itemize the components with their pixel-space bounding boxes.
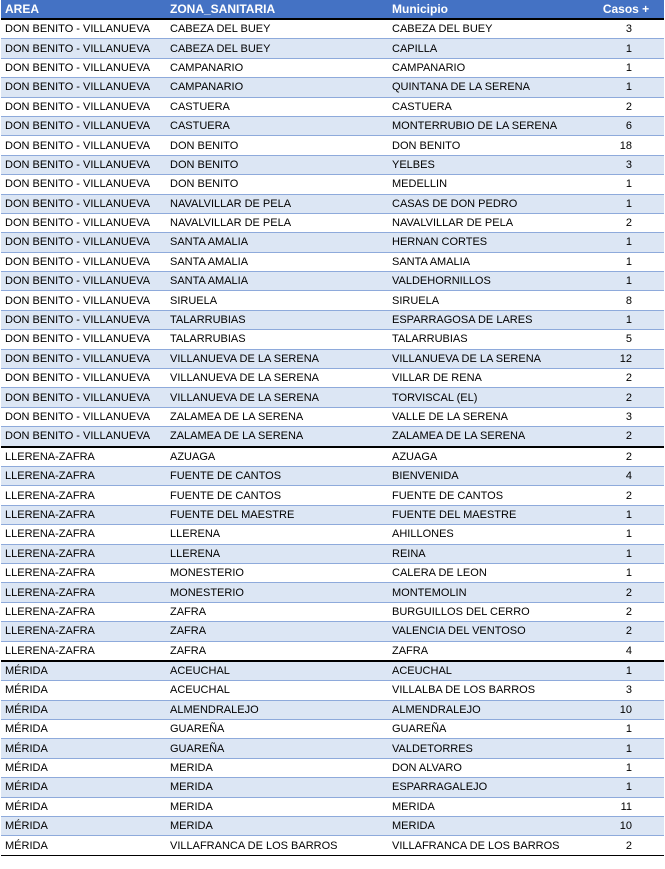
cell-zona-sanitaria: LLERENA xyxy=(166,544,388,563)
cell-casos: 1 xyxy=(588,563,664,582)
cell-municipio: CABEZA DEL BUEY xyxy=(388,19,588,39)
cell-casos: 3 xyxy=(588,19,664,39)
cell-zona-sanitaria: VILLANUEVA DE LA SERENA xyxy=(166,349,388,368)
cell-casos: 2 xyxy=(588,486,664,505)
cell-area: DON BENITO - VILLANUEVA xyxy=(1,310,166,329)
cell-area: MÉRIDA xyxy=(1,681,166,700)
cell-zona-sanitaria: CAMPANARIO xyxy=(166,78,388,97)
cell-area: DON BENITO - VILLANUEVA xyxy=(1,155,166,174)
table-row xyxy=(1,194,664,213)
cell-area: DON BENITO - VILLANUEVA xyxy=(1,175,166,194)
table-row xyxy=(1,330,664,349)
cell-casos: 2 xyxy=(588,447,664,467)
table-row xyxy=(1,583,664,602)
cell-casos: 2 xyxy=(588,369,664,388)
cell-zona-sanitaria: MERIDA xyxy=(166,778,388,797)
cell-zona-sanitaria: DON BENITO xyxy=(166,136,388,155)
table-row xyxy=(1,681,664,700)
table-row xyxy=(1,720,664,739)
cell-municipio: ALMENDRALEJO xyxy=(388,700,588,719)
cell-casos: 10 xyxy=(588,700,664,719)
table-row xyxy=(1,252,664,271)
cell-area: DON BENITO - VILLANUEVA xyxy=(1,78,166,97)
table-row xyxy=(1,797,664,816)
cell-casos: 2 xyxy=(588,583,664,602)
cell-zona-sanitaria: MONESTERIO xyxy=(166,563,388,582)
cell-area: LLERENA-ZAFRA xyxy=(1,486,166,505)
cell-area: DON BENITO - VILLANUEVA xyxy=(1,136,166,155)
cell-zona-sanitaria: FUENTE DE CANTOS xyxy=(166,486,388,505)
cell-casos: 18 xyxy=(588,136,664,155)
cell-area: DON BENITO - VILLANUEVA xyxy=(1,407,166,426)
cell-casos: 1 xyxy=(588,194,664,213)
table-row xyxy=(1,563,664,582)
cell-casos: 1 xyxy=(588,758,664,777)
cell-municipio: VALENCIA DEL VENTOSO xyxy=(388,622,588,641)
table-row xyxy=(1,39,664,58)
cell-casos: 3 xyxy=(588,155,664,174)
table-row xyxy=(1,116,664,135)
cell-zona-sanitaria: CABEZA DEL BUEY xyxy=(166,39,388,58)
cell-casos: 2 xyxy=(588,388,664,407)
cell-area: DON BENITO - VILLANUEVA xyxy=(1,233,166,252)
table-row xyxy=(1,310,664,329)
table-row xyxy=(1,272,664,291)
cell-municipio: ACEUCHAL xyxy=(388,661,588,681)
cell-casos: 8 xyxy=(588,291,664,310)
cell-area: DON BENITO - VILLANUEVA xyxy=(1,97,166,116)
cell-zona-sanitaria: AZUAGA xyxy=(166,447,388,467)
cell-area: DON BENITO - VILLANUEVA xyxy=(1,252,166,271)
cell-casos: 12 xyxy=(588,349,664,368)
table-row xyxy=(1,778,664,797)
cell-casos: 11 xyxy=(588,797,664,816)
cell-zona-sanitaria: TALARRUBIAS xyxy=(166,310,388,329)
cell-municipio: CALERA DE LEON xyxy=(388,563,588,582)
cell-municipio: YELBES xyxy=(388,155,588,174)
header-municipio[interactable]: Municipio xyxy=(388,0,588,19)
cell-zona-sanitaria: MONESTERIO xyxy=(166,583,388,602)
table-row xyxy=(1,700,664,719)
cell-municipio: CASTUERA xyxy=(388,97,588,116)
table-row xyxy=(1,213,664,232)
cell-area: LLERENA-ZAFRA xyxy=(1,583,166,602)
cell-municipio: ZALAMEA DE LA SERENA xyxy=(388,427,588,447)
cell-municipio: MEDELLIN xyxy=(388,175,588,194)
table-row xyxy=(1,525,664,544)
cell-casos: 1 xyxy=(588,720,664,739)
cell-municipio: DON ALVARO xyxy=(388,758,588,777)
cell-municipio: TALARRUBIAS xyxy=(388,330,588,349)
cell-area: LLERENA-ZAFRA xyxy=(1,505,166,524)
cell-casos: 6 xyxy=(588,116,664,135)
cell-municipio: TORVISCAL (EL) xyxy=(388,388,588,407)
cell-municipio: MONTEMOLIN xyxy=(388,583,588,602)
cell-municipio: NAVALVILLAR DE PELA xyxy=(388,213,588,232)
cell-zona-sanitaria: ZAFRA xyxy=(166,622,388,641)
cell-zona-sanitaria: CASTUERA xyxy=(166,116,388,135)
cell-municipio: REINA xyxy=(388,544,588,563)
cell-municipio: VILLANUEVA DE LA SERENA xyxy=(388,349,588,368)
cell-area: MÉRIDA xyxy=(1,739,166,758)
header-casos[interactable]: Casos + xyxy=(588,0,664,19)
cell-municipio: SANTA AMALIA xyxy=(388,252,588,271)
table-row xyxy=(1,155,664,174)
cell-area: MÉRIDA xyxy=(1,700,166,719)
cell-municipio: CAMPANARIO xyxy=(388,58,588,77)
cell-municipio: DON BENITO xyxy=(388,136,588,155)
cell-area: MÉRIDA xyxy=(1,836,166,855)
cell-municipio: AHILLONES xyxy=(388,525,588,544)
cell-zona-sanitaria: ACEUCHAL xyxy=(166,661,388,681)
cell-zona-sanitaria: TALARRUBIAS xyxy=(166,330,388,349)
table-row xyxy=(1,369,664,388)
cell-zona-sanitaria: ZAFRA xyxy=(166,602,388,621)
cell-zona-sanitaria: VILLAFRANCA DE LOS BARROS xyxy=(166,836,388,855)
cell-area: DON BENITO - VILLANUEVA xyxy=(1,291,166,310)
cell-area: DON BENITO - VILLANUEVA xyxy=(1,388,166,407)
cell-casos: 2 xyxy=(588,427,664,447)
cell-municipio: AZUAGA xyxy=(388,447,588,467)
cell-municipio: VALDETORRES xyxy=(388,739,588,758)
cell-zona-sanitaria: GUAREÑA xyxy=(166,739,388,758)
cell-casos: 3 xyxy=(588,681,664,700)
cell-zona-sanitaria: FUENTE DE CANTOS xyxy=(166,466,388,485)
cell-zona-sanitaria: SANTA AMALIA xyxy=(166,272,388,291)
cell-area: LLERENA-ZAFRA xyxy=(1,544,166,563)
cell-area: MÉRIDA xyxy=(1,758,166,777)
cell-area: DON BENITO - VILLANUEVA xyxy=(1,272,166,291)
cell-municipio: ZAFRA xyxy=(388,641,588,661)
table-row xyxy=(1,407,664,426)
cell-zona-sanitaria: SANTA AMALIA xyxy=(166,252,388,271)
table-row xyxy=(1,758,664,777)
cell-zona-sanitaria: MERIDA xyxy=(166,758,388,777)
table-row xyxy=(1,427,664,447)
cases-table xyxy=(1,0,664,856)
cell-area: DON BENITO - VILLANUEVA xyxy=(1,116,166,135)
cell-zona-sanitaria: MERIDA xyxy=(166,817,388,836)
cell-zona-sanitaria: ZALAMEA DE LA SERENA xyxy=(166,427,388,447)
cell-casos: 1 xyxy=(588,58,664,77)
table-row xyxy=(1,739,664,758)
cell-area: LLERENA-ZAFRA xyxy=(1,525,166,544)
cell-area: MÉRIDA xyxy=(1,817,166,836)
cell-municipio: HERNAN CORTES xyxy=(388,233,588,252)
cell-municipio: VILLAFRANCA DE LOS BARROS xyxy=(388,836,588,855)
cell-zona-sanitaria: SANTA AMALIA xyxy=(166,233,388,252)
table-row xyxy=(1,661,664,681)
cell-area: DON BENITO - VILLANUEVA xyxy=(1,330,166,349)
cell-casos: 4 xyxy=(588,466,664,485)
cell-area: LLERENA-ZAFRA xyxy=(1,447,166,467)
cell-area: LLERENA-ZAFRA xyxy=(1,641,166,661)
cell-casos: 2 xyxy=(588,213,664,232)
cell-municipio: BURGUILLOS DEL CERRO xyxy=(388,602,588,621)
cell-area: DON BENITO - VILLANUEVA xyxy=(1,194,166,213)
cell-municipio: VALDEHORNILLOS xyxy=(388,272,588,291)
table-row xyxy=(1,836,664,855)
cell-municipio: FUENTE DE CANTOS xyxy=(388,486,588,505)
cell-casos: 4 xyxy=(588,641,664,661)
cell-zona-sanitaria: NAVALVILLAR DE PELA xyxy=(166,194,388,213)
table-row xyxy=(1,349,664,368)
cell-casos: 1 xyxy=(588,661,664,681)
table-row xyxy=(1,447,664,467)
cell-area: DON BENITO - VILLANUEVA xyxy=(1,58,166,77)
cell-zona-sanitaria: SIRUELA xyxy=(166,291,388,310)
table-row xyxy=(1,58,664,77)
cell-municipio: VILLAR DE RENA xyxy=(388,369,588,388)
cell-casos: 1 xyxy=(588,505,664,524)
cell-zona-sanitaria: GUAREÑA xyxy=(166,720,388,739)
cell-casos: 2 xyxy=(588,97,664,116)
cell-municipio: GUAREÑA xyxy=(388,720,588,739)
table-row xyxy=(1,486,664,505)
header-row xyxy=(1,0,664,19)
cell-zona-sanitaria: FUENTE DEL MAESTRE xyxy=(166,505,388,524)
cell-zona-sanitaria: DON BENITO xyxy=(166,155,388,174)
cell-casos: 1 xyxy=(588,272,664,291)
cell-municipio: VALLE DE LA SERENA xyxy=(388,407,588,426)
cell-zona-sanitaria: VILLANUEVA DE LA SERENA xyxy=(166,369,388,388)
cell-municipio: MERIDA xyxy=(388,817,588,836)
cell-zona-sanitaria: ACEUCHAL xyxy=(166,681,388,700)
cell-zona-sanitaria: CAMPANARIO xyxy=(166,58,388,77)
cell-municipio: SIRUELA xyxy=(388,291,588,310)
cell-area: MÉRIDA xyxy=(1,778,166,797)
cell-municipio: QUINTANA DE LA SERENA xyxy=(388,78,588,97)
cell-area: MÉRIDA xyxy=(1,797,166,816)
table-row xyxy=(1,622,664,641)
cell-zona-sanitaria: ZAFRA xyxy=(166,641,388,661)
cell-area: LLERENA-ZAFRA xyxy=(1,466,166,485)
cell-zona-sanitaria: ALMENDRALEJO xyxy=(166,700,388,719)
cell-casos: 2 xyxy=(588,622,664,641)
table-row xyxy=(1,505,664,524)
cell-casos: 1 xyxy=(588,78,664,97)
cell-casos: 1 xyxy=(588,175,664,194)
cell-casos: 1 xyxy=(588,525,664,544)
table-row xyxy=(1,817,664,836)
cell-area: DON BENITO - VILLANUEVA xyxy=(1,349,166,368)
cell-area: LLERENA-ZAFRA xyxy=(1,563,166,582)
header-zona-sanitaria[interactable]: ZONA_SANITARIA xyxy=(166,0,388,19)
cell-area: MÉRIDA xyxy=(1,720,166,739)
cell-casos: 1 xyxy=(588,310,664,329)
cell-area: DON BENITO - VILLANUEVA xyxy=(1,427,166,447)
cell-zona-sanitaria: MERIDA xyxy=(166,797,388,816)
cell-municipio: BIENVENIDA xyxy=(388,466,588,485)
cell-casos: 2 xyxy=(588,836,664,855)
table-row xyxy=(1,641,664,661)
table-row xyxy=(1,97,664,116)
table-row xyxy=(1,19,664,39)
cell-zona-sanitaria: ZALAMEA DE LA SERENA xyxy=(166,407,388,426)
cell-municipio: CAPILLA xyxy=(388,39,588,58)
cell-casos: 1 xyxy=(588,252,664,271)
cell-municipio: CASAS DE DON PEDRO xyxy=(388,194,588,213)
table-row xyxy=(1,388,664,407)
cell-casos: 5 xyxy=(588,330,664,349)
cell-municipio: ESPARRAGALEJO xyxy=(388,778,588,797)
table-row xyxy=(1,136,664,155)
cell-municipio: FUENTE DEL MAESTRE xyxy=(388,505,588,524)
cell-area: LLERENA-ZAFRA xyxy=(1,602,166,621)
table-row xyxy=(1,602,664,621)
table-row xyxy=(1,78,664,97)
cell-municipio: ESPARRAGOSA DE LARES xyxy=(388,310,588,329)
cell-area: MÉRIDA xyxy=(1,661,166,681)
cell-municipio: VILLALBA DE LOS BARROS xyxy=(388,681,588,700)
cell-area: DON BENITO - VILLANUEVA xyxy=(1,213,166,232)
cell-area: LLERENA-ZAFRA xyxy=(1,622,166,641)
cell-zona-sanitaria: CABEZA DEL BUEY xyxy=(166,19,388,39)
cell-municipio: MERIDA xyxy=(388,797,588,816)
cell-zona-sanitaria: VILLANUEVA DE LA SERENA xyxy=(166,388,388,407)
table-row xyxy=(1,466,664,485)
cell-casos: 2 xyxy=(588,602,664,621)
cell-area: DON BENITO - VILLANUEVA xyxy=(1,369,166,388)
table-row xyxy=(1,291,664,310)
cell-zona-sanitaria: CASTUERA xyxy=(166,97,388,116)
cell-casos: 1 xyxy=(588,778,664,797)
cell-casos: 1 xyxy=(588,739,664,758)
cell-casos: 3 xyxy=(588,407,664,426)
cell-area: DON BENITO - VILLANUEVA xyxy=(1,39,166,58)
cell-casos: 1 xyxy=(588,233,664,252)
cell-zona-sanitaria: LLERENA xyxy=(166,525,388,544)
header-area[interactable]: AREA xyxy=(1,0,166,19)
cell-casos: 1 xyxy=(588,544,664,563)
table-row xyxy=(1,544,664,563)
table-row xyxy=(1,175,664,194)
cell-casos: 10 xyxy=(588,817,664,836)
cell-area: DON BENITO - VILLANUEVA xyxy=(1,19,166,39)
table-row xyxy=(1,233,664,252)
cell-zona-sanitaria: NAVALVILLAR DE PELA xyxy=(166,213,388,232)
cell-municipio: MONTERRUBIO DE LA SERENA xyxy=(388,116,588,135)
cell-zona-sanitaria: DON BENITO xyxy=(166,175,388,194)
cell-casos: 1 xyxy=(588,39,664,58)
table-body xyxy=(1,19,664,855)
